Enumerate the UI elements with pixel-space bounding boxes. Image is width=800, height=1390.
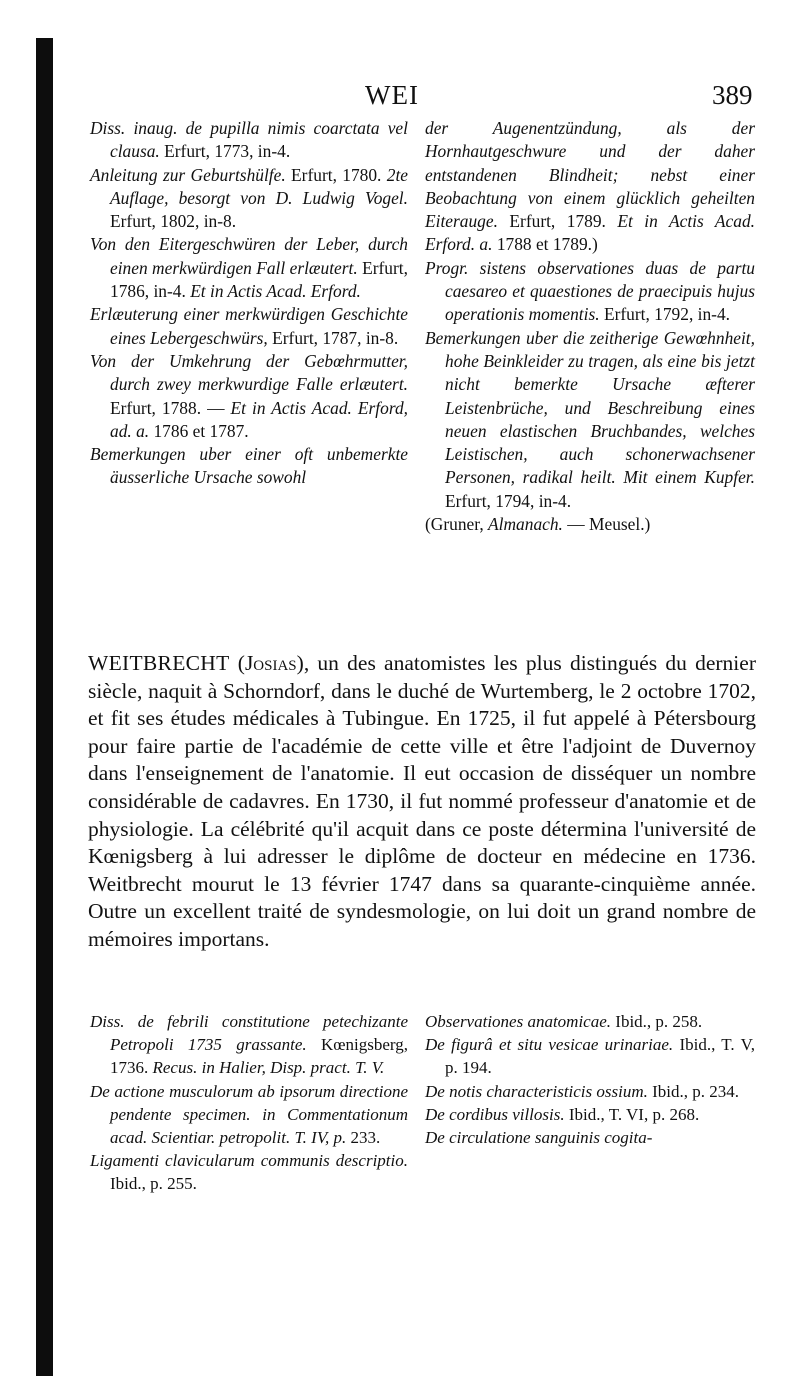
- entry-title: der Augenentzündung, als der Hornhautgeschwure und der daher entstandenen Blindheit; nebst einer Beobachtung von einem glücklich geheilten Eiterauge.: [425, 118, 755, 232]
- bibliography-entry: [425, 1033, 755, 1079]
- entry-imprint: 1786 et 1787.: [149, 420, 249, 441]
- entry-title: De circulatione sanguinis cogita-: [425, 1128, 653, 1148]
- bibliography-entry: [90, 233, 408, 303]
- entry-title: De cordibus villosis.: [425, 1104, 565, 1124]
- article-name: WEITBRECHT: [88, 651, 230, 675]
- bibliography-entry: [425, 513, 755, 536]
- entry-title: Progr. sistens observationes duas de partu caesareo et quaestiones de praecipuis hujus operationis momentis.: [425, 257, 755, 325]
- entry-title: Anleitung zur Geburtshülfe.: [90, 164, 286, 185]
- bibliography-entry: [425, 117, 755, 257]
- entry-title: Diss. inaug. de pupilla nimis coarctata vel clausa.: [90, 118, 408, 162]
- entry-imprint: Ibid., T. VI, p. 268.: [564, 1104, 700, 1124]
- entry-imprint: Ibid., p. 234.: [647, 1081, 740, 1101]
- entry-imprint: 1788 et 1789.): [492, 234, 598, 255]
- entry-imprint: (Gruner,: [425, 514, 489, 535]
- entry-title: Observationes anatomicae.: [425, 1012, 612, 1031]
- bibliography-entry: [90, 443, 408, 490]
- page-number: 389: [712, 80, 753, 110]
- entry-title: 2te Auflage, besorgt von D. Ludwig Vogel.: [110, 164, 408, 208]
- entry-imprint: Erfurt, 1794, in-4.: [445, 490, 572, 511]
- bibliography-entry: [425, 1126, 755, 1149]
- bibliography-entry: [90, 303, 408, 350]
- bibliography-entry: [425, 1010, 755, 1033]
- running-head: WEI: [365, 80, 419, 110]
- entry-imprint: Erfurt, 1773, in-4.: [159, 141, 291, 162]
- entry-title: Almanach.: [488, 514, 563, 535]
- page-binding-edge: [36, 38, 53, 1376]
- entry-title: Et in Actis Acad. Erford.: [190, 281, 361, 302]
- bibliography-entry: [425, 1103, 755, 1126]
- upper-right-column: [425, 117, 755, 536]
- bibliography-entry: [90, 117, 408, 164]
- entry-title: Erlæuterung einer merkwürdigen Geschichte eines Lebergeschwürs,: [90, 304, 408, 348]
- bibliography-entry: [90, 1080, 408, 1150]
- entry-title: Ligamenti clavicularum communis descriptio.: [90, 1151, 408, 1171]
- lower-right-column: [425, 1010, 755, 1149]
- entry-title: Diss. de febrili constitutione petechizante Petropoli 1735 grassante.: [90, 1012, 408, 1055]
- entry-title: Bemerkungen uber die zeitherige Gewœhnheit, hohe Beinkleider zu tragen, als eine bis jetzt nicht bemerkte Ursache æfterer Leistenbrüche, und Beschreibung eines neuen elastischen Bruchbandes, welches Leistischen, auch schonerwachsener Personen, radikal heilt. Mit einem Kupfer.: [425, 327, 755, 488]
- article-text: un des anatomistes les plus distingués du dernier siècle, naquit à Schorndorf, dans le duché de Wurtemberg, le 2 octobre 1702, et fit ses études médicales à Tubingue. En 1725, il fut appelé à Pétersbourg pour faire partie de l'académie de cette ville et être l'adjoint de Duvernoy dans l'enseignement de l'anatomie. Il eut occasion de disséquer un nombre considérable de cadavres. En 1730, il fut nommé professeur d'anatomie et de physiologie. La célébrité qu'il acquit dans ce poste détermina l'université de Kœnigsberg à lui adresser le diplôme de docteur en médecine en 1736. Weitbrecht mourut le 13 février 1747 dans sa quarante-cinquième année. Outre un excellent traité de syndesmologie, on lui doit un grand nombre de mémoires importans.: [88, 651, 756, 951]
- entry-title: Bemerkungen uber einer oft unbemerkte äusserliche Ursache sowohl: [90, 444, 408, 488]
- bibliography-entry: [90, 1149, 408, 1195]
- upper-left-column: [90, 117, 408, 490]
- entry-title: De actione musculorum ab ipsorum directione pendente specimen. in Commentationum acad. Scientiar. petropolit. T. IV, p.: [90, 1081, 408, 1148]
- entry-title: Von den Eitergeschwüren der Leber, durch einen merkwürdigen Fall erlæutert.: [90, 234, 408, 278]
- bibliography-entry: [425, 257, 755, 327]
- entry-title: Et in Actis Acad. Erford, ad. a.: [110, 397, 408, 441]
- bibliography-entry: [425, 327, 755, 513]
- entry-imprint: Erfurt, 1792, in-4.: [599, 304, 730, 325]
- bibliography-entry: [90, 350, 408, 443]
- entry-imprint: Erfurt, 1786, in-4.: [110, 257, 408, 302]
- entry-imprint: Ibid., T. V, p. 194.: [445, 1035, 755, 1078]
- entry-title: De notis characteristicis ossium.: [425, 1081, 648, 1101]
- bibliography-entry: [90, 164, 408, 234]
- entry-imprint: Ibid., p. 258.: [611, 1012, 703, 1031]
- bibliography-entry: [425, 1080, 755, 1103]
- article-firstname: Josias: [244, 651, 297, 675]
- lower-left-column: [90, 1010, 408, 1196]
- entry-imprint: Erfurt, 1787, in-8.: [267, 327, 399, 348]
- entry-title: Et in Actis Acad. Erford. a.: [425, 211, 756, 255]
- entry-title: Von der Umkehrung der Gebœhrmutter, durch zwey merkwurdige Falle erlæutert.: [90, 350, 408, 395]
- entry-title: De figurâ et situ vesicae urinariae.: [425, 1035, 674, 1055]
- entry-imprint: — Meusel.): [562, 514, 651, 535]
- entry-imprint: Erfurt, 1802, in-8.: [110, 211, 237, 232]
- entry-imprint: Erfurt, 1780.: [285, 164, 387, 185]
- biography-article: WEITBRECHT (Josias), un des anatomistes les plus distingués du dernier siècle, naquit à Schorndorf, dans le duché de Wurtemberg, le 2 octobre 1702, et fit ses études médicales à Tubingue. En 1725, il fut appelé à Pétersbourg pour faire partie de l'académie de cette ville et être l'adjoint de Duvernoy dans l'enseignement de l'anatomie. Il eut occasion de disséquer un nombre considérable de cadavres. En 1730, il fut nommé professeur d'anatomie et de physiologie. La célébrité qu'il acquit dans ce poste détermina l'université de Kœnigsberg à lui adresser le diplôme de docteur en médecine en 1736. Weitbrecht mourut le 13 février 1747 dans sa quarante-cinquième année. Outre un excellent traité de syndesmologie, on lui doit un grand nombre de mémoires importans.: [88, 651, 756, 951]
- bibliography-entry: [90, 1010, 408, 1080]
- entry-title: Recus. in Halier, Disp. pract. T. V.: [152, 1058, 385, 1078]
- entry-imprint: Erfurt, 1788. —: [110, 397, 231, 418]
- entry-imprint: Kœnigsberg, 1736.: [110, 1035, 409, 1078]
- entry-imprint: Ibid., p. 255.: [110, 1174, 197, 1194]
- entry-imprint: 233.: [346, 1128, 381, 1148]
- entry-imprint: Erfurt, 1789.: [497, 211, 618, 232]
